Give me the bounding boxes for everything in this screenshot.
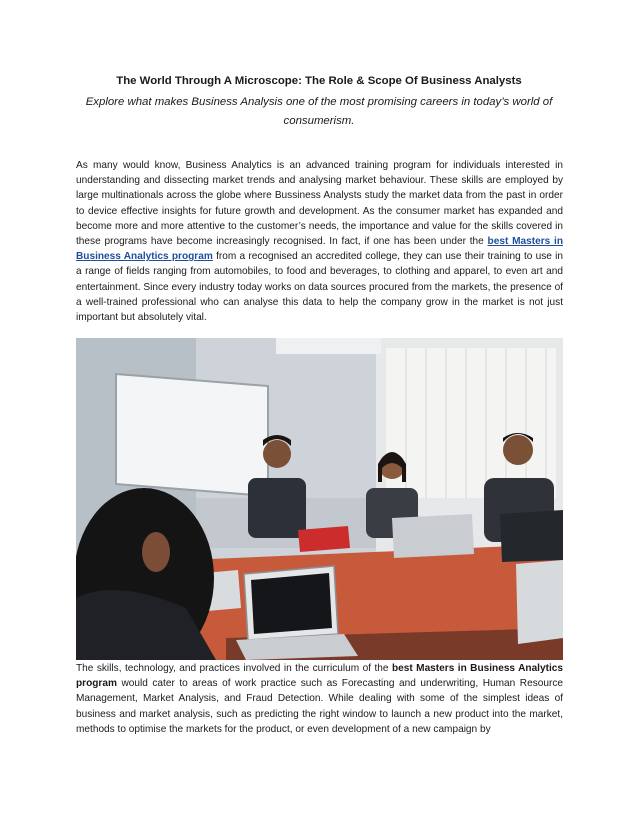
classroom-photo-illustration (76, 338, 563, 660)
paragraph-skills-text-start: The skills, technology, and practices involved in the curriculum of the (76, 663, 392, 674)
paragraph-intro-text-start: As many would know, Business Analytics is an advanced training program for individuals interested in understanding and dissecting market trends and analysing market behaviour. These skills are employed by large multinationals across the globe where Bussiness Analysts study the market data from the past in order to device effective insights for future growth and development. As the consumer market has expanded and become more and more attentive to the customer’s needs, the importance and value for the skills covered in these programs have become increasingly recognised. In fact, if one has been under the (76, 160, 563, 248)
paragraph-skills-text-end: would cater to areas of work practice such as Forecasting and underwriting, Human Resource Management, Market Analysis, and Fraud Detection. While dealing with some of the simplest ideas of business and market analysis, such as predicting the right window to launch a new product into the market, methods to optimise the markets for the product, or even development of a new campaign by (76, 678, 563, 735)
document-title: The World Through A Microscope: The Role & Scope Of Business Analysts (116, 75, 522, 87)
document-subtitle: Explore what makes Business Analysis one of the most promising careers in today’s world of consumerism. (85, 96, 553, 127)
paragraph-skills (76, 661, 563, 737)
paragraph-intro (76, 158, 563, 325)
masters-program-emphasis: best Masters in Business Analytics program (76, 663, 563, 690)
classroom-photo (76, 338, 563, 660)
paragraph-intro-text-end: from a recognised an accredited college, they can use their training to use in a range of fields ranging from automobiles, to food and beverages, to clothing and apparel, to even art and entertainment. Since every industry today works on data sources procured from the markets, the presence of a well-trained professional who can analyse this data to help the company grow in the market is not just important but absolutely vital. (76, 251, 563, 324)
masters-program-link[interactable]: best Masters in Business Analytics program (76, 236, 563, 263)
